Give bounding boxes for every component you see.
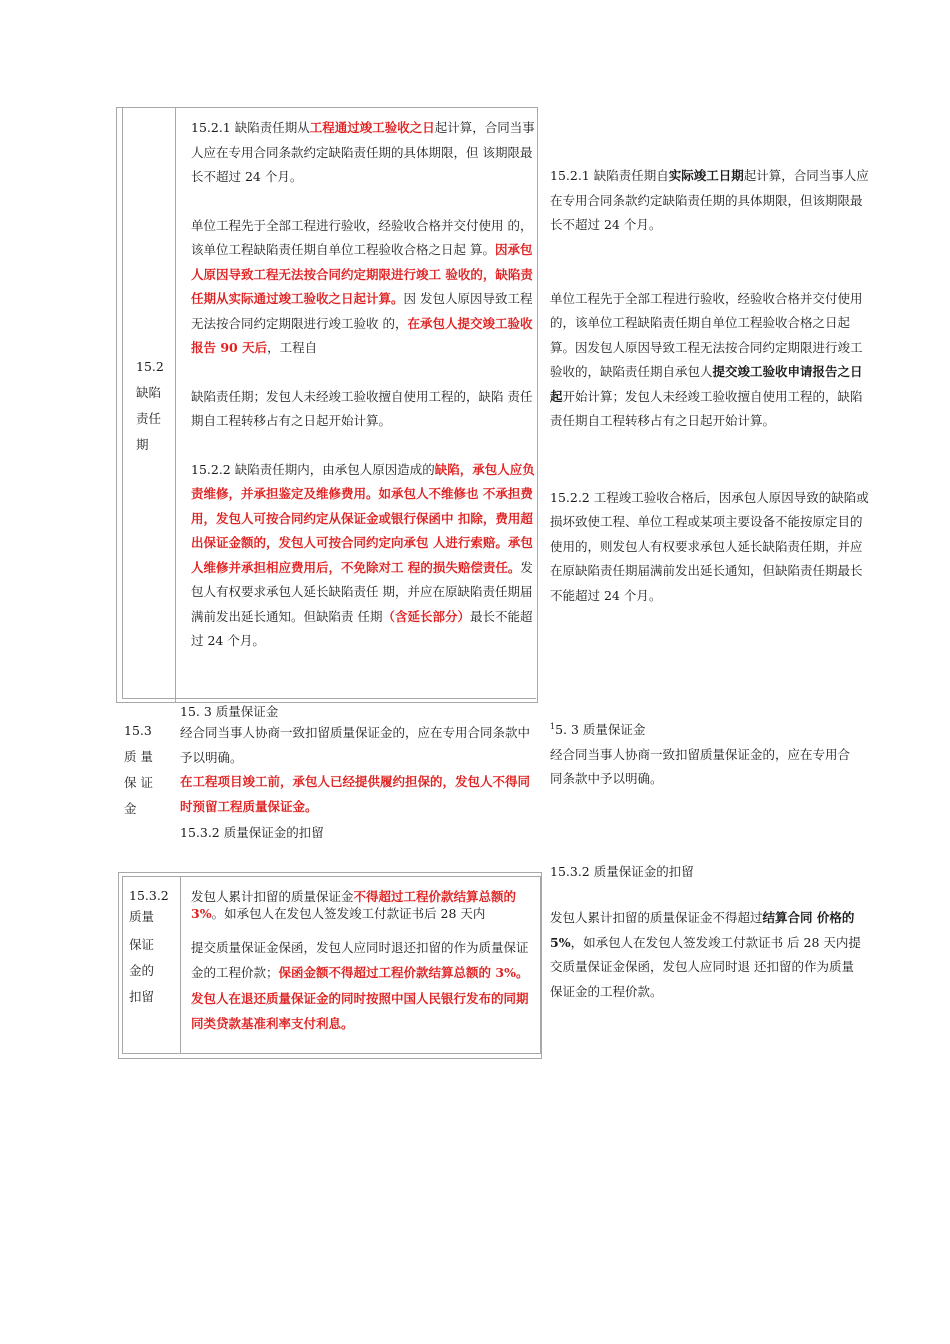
clause-unit-acceptance-left	[191, 214, 537, 361]
section-153-red-clause: 在工程项目竣工前，承包人已经提供履约担保的，发包人不得同时预留工程质量保证金。	[180, 774, 531, 814]
section-152-body	[191, 116, 537, 654]
section-153-label	[124, 718, 164, 822]
highlight-run: （含延长部分）	[382, 608, 470, 624]
text-run: 发包人累计扣留的质量保证金不得超过	[550, 910, 763, 926]
highlight-run: 不得超过工程价款结算总额的 3%	[191, 889, 517, 921]
text-run: ，如承包人在发包人签发竣工付款证书 后 28 天内提交质量保证金保函，发包人应同时退 还扣留的作为质量保证金的工程价款。	[550, 934, 861, 999]
text-run: 因 发包人原因导致工程无法按合同约定期限进行竣工验收 的，	[191, 291, 533, 331]
section-1532-label	[129, 886, 173, 1010]
clause-1522-right: 15.2.2 工程竣工验收合格后，因承包人原因导致的缺陷或损坏致使工程、单位工程或某项主要设备不能按原定目的使用的，则发包人有权要求承包人延长缺陷责任期，并应在原缺陷责任期届满前发出延长通知，但缺陷责任期最长不能超过 24 个月。	[550, 489, 869, 603]
right-153-heading	[550, 715, 862, 743]
highlight-run: 缺陷，承包人应负责维修，并承担鉴定及维修费用。如承包人不维修也 不承担费用，发包人可按合同约定从保证金或银行保函中 扣除，费用超出保证金额的，发包人可按合同约定向承包 人进行索赔。承包人维修并承担相应费用后，不免除对工 程的损失赔偿责任。	[191, 461, 535, 575]
right-1532-subheading: 15.3.2 质量保证金的扣留	[550, 863, 694, 879]
section-152-title-3: 期	[136, 437, 149, 452]
text-run: 提交质量保证金保函，发包人应同时退还扣留的作为质量保证金的工程价款；	[191, 940, 529, 980]
right-153-p1: 经合同当事人协商一致扣留质量保证金的，应在专用合同条款中予以明确。	[550, 746, 851, 787]
section-153-subheading: 15.3.2 质量保证金的扣留	[180, 825, 324, 840]
right-152-body	[550, 164, 872, 608]
text-run: ，工程自	[267, 340, 318, 355]
clause-1522-left	[191, 458, 537, 654]
text-run: 发包人有权要求承包人延长缺陷责任 期，并应在原缺陷责任期届满前发出延长通知。但缺陷责 任期	[191, 559, 533, 624]
text-run: 发包人累计扣留的质量保证金	[191, 889, 354, 904]
text-run: 15.2.1 缺陷责任期从	[191, 120, 310, 135]
text-run: 起计算，合同当事人应在专用合同条款约定缺陷责任期的具体期限，但该期限最长不超过 24 个月。	[550, 168, 869, 232]
text-run: 单位工程先于全部工程进行验收，经验收合格并交付使用的，该单位工程缺陷责任期自单位工程验收合格之日起算。因发包人原因导致工程无法按合同约定期限进行竣工验收的，缺陷责任期自承包人	[550, 290, 863, 379]
highlight-run: 工程通过竣工验收之日	[309, 120, 435, 135]
clause-unit-acceptance-right	[550, 287, 872, 434]
section-153-body	[180, 703, 532, 846]
clause-unused-acceptance-left: 缺陷责任期；发包人未经竣工验收擅自使用工程的，缺陷 责任期自工程转移占有之日起开始计算。	[191, 388, 533, 428]
right-1532-clause	[550, 906, 862, 1004]
text-run: 单位工程先于全部工程进行验收，经验收合格并交付使用 的，该单位工程缺陷责任期自单位工程验收合格之日起 算。	[191, 217, 533, 257]
text-run: 最长不能超过 24 个月。	[191, 608, 533, 648]
section-1532-title-3: 金的	[129, 963, 155, 978]
clause-1532-left-p2	[191, 936, 535, 985]
section-1532-number: 15.3.2	[129, 888, 169, 903]
table-1532-column-divider	[180, 876, 181, 1054]
clause-1521-left	[191, 116, 537, 190]
section-1532-title-1: 质量	[129, 909, 155, 924]
section-1532-title-2: 保证	[129, 937, 155, 952]
clause-1532-left-p1	[191, 888, 535, 922]
footnote-marker: 1	[550, 722, 556, 731]
highlight-run: 在承包人提交竣工验收报告 90 天后	[191, 315, 533, 355]
section-153-number: 15.3	[124, 723, 152, 738]
section-1532-body	[191, 888, 535, 1036]
section-153-title-3: 金	[124, 801, 137, 816]
section-152-title-1: 缺陷	[136, 385, 162, 400]
text-run: 开始计算；发包人未经竣工验收擅自使用工程的，缺陷责任期自工程转移占有之日起开始计算。	[550, 388, 863, 428]
clause-1521-right	[550, 164, 872, 238]
section-1532-title-4: 扣留	[129, 989, 155, 1004]
text-run: 。如承包人在发包人签发竣工付款证书后 28 天内	[211, 906, 486, 921]
section-152-title-2: 责任	[136, 411, 162, 426]
section-152-number: 15.2	[136, 359, 164, 374]
highlight-run: 因承包人原因导致工程无法按合同约定期限进行竣工 验收的，缺陷责任期从实际通过竣工验收之日起计算。	[191, 242, 533, 306]
section-153-heading: 15. 3 质量保证金	[180, 704, 279, 719]
bold-run: 结算合同 价格的 5%	[550, 910, 855, 950]
table-152-column-divider	[175, 108, 176, 702]
text-run: 15.2.2 缺陷责任期内，由承包人原因造成的	[191, 461, 435, 477]
bold-run: 实际竣工日期	[668, 168, 744, 183]
section-153-title-1: 质 量	[124, 749, 153, 764]
text-run: 15.2.1 缺陷责任期自	[550, 168, 669, 183]
highlight-run: 保函金额不得超过工程价款结算总额的 3%。	[278, 964, 529, 980]
bold-run: 提交竣工验收申请报告之日起	[550, 364, 863, 404]
section-152-label	[136, 354, 172, 458]
section-153-p1: 经合同当事人协商一致扣留质量保证金的，应在专用合同条款中予以明确。	[180, 725, 531, 765]
right-153-body	[550, 715, 862, 1004]
text-run: 5. 3 质量保证金	[555, 722, 646, 738]
clause-1532-left-p3: 发包人在退还质量保证金的同时按照中国人民银行发布的同期同类贷款基准利率支付利息。	[191, 991, 529, 1031]
text-run: 起计算，合同当事人应在专用合同条款约定缺陷责任期的具体期限，但 该期限最长不超过 24 个月。	[191, 120, 535, 184]
section-153-title-2: 保 证	[124, 775, 153, 790]
